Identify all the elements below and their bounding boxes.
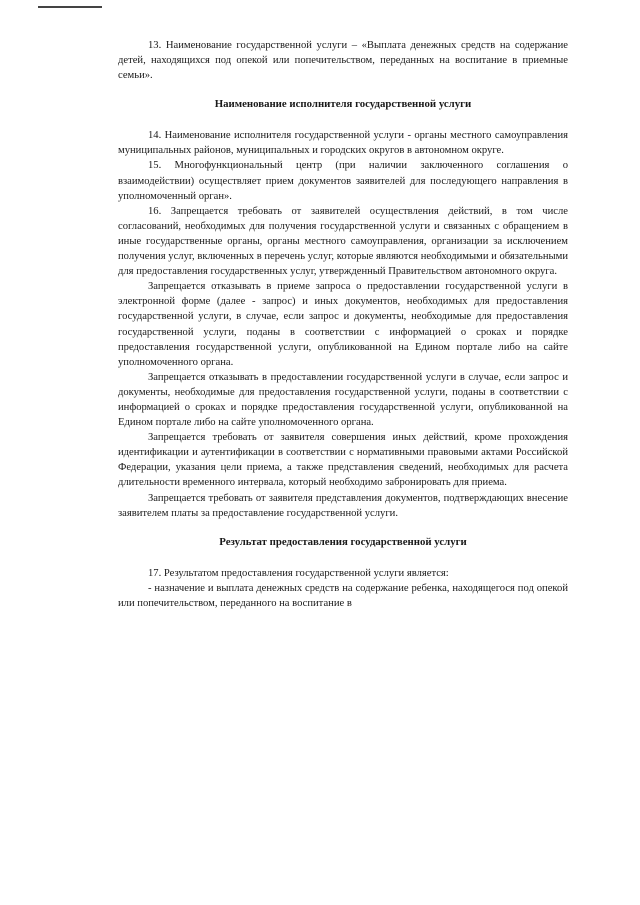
paragraph-16-d: Запрещается требовать от заявителя представления документов, подтверждающих внесение заявителем платы за предоставление государственной услуги. (118, 492, 568, 519)
heading-result: Результат предоставления государственной услуги (219, 535, 467, 548)
paragraph-17-a: - назначение и выплата денежных средств на содержание ребенка, находящегося под опекой или попечительством, переданного на воспитание в (118, 582, 568, 609)
heading-executor: Наименование исполнителя государственной услуги (214, 98, 472, 111)
paragraph-16-c: Запрещается требовать от заявителя совершения иных действий, кроме прохождения идентификации и аутентификации в соответствии с нормативными правовыми актами Российской Федерации, указания цели приема, а также представления сведений, необходимых для расчета длительности временного интервала, который необходимо забронировать для приема. (118, 432, 568, 489)
paragraph-16-a: Запрещается отказывать в приеме запроса о предоставлении государственной услуги в электронной форме (далее - запрос) и иных документов, необходимых для предоставления государственной услуги, в случае, если запрос и документы, необходимые для предоставления государственной услуги, поданы в соответствии с информацией о сроках и порядке предоставления государственной услуги, опубликованной на Едином портале либо на сайте уполномоченного органа. (118, 281, 568, 368)
paragraph-16: 16. Запрещается требовать от заявителей осуществления действий, в том числе согласований, необходимых для получения государственной услуги и связанных с обращением в иные государственные органы, органы местного самоуправления, организации за исключением получения услуг, включенных в перечень услуг, которые являются необходимыми и обязательными для предоставления государственных услуг, утвержденный Правительством автономного округа. (118, 205, 568, 278)
paragraph-14: 14. Наименование исполнителя государственной услуги - органы местного самоуправления муниципальных районов, муниципальных и городских округов в автономном округе. (118, 130, 568, 157)
paragraph-16-b: Запрещается отказывать в предоставлении государственной услуги в случае, если запрос и документы, необходимые для предоставления государственной услуги, поданы в соответствии с информацией о сроках и порядке предоставления государственной услуги, опубликованной на Едином портале либо на сайте уполномоченного органа. (118, 371, 568, 429)
paragraph-15: 15. Многофункциональный центр (при наличии заключенного соглашения о взаимодействии) осуществляет прием документов заявителей для последующего направления в уполномоченный орган». (118, 160, 568, 202)
paragraph-17: 17. Результатом предоставления государственной услуги является: (148, 567, 449, 579)
scan-edge-mark (38, 6, 102, 8)
paragraph-13: 13. Наименование государственной услуги – «Выплата денежных средств на содержание детей, находящихся под опекой или попечительством, переданных на воспитание в приемные семьи». (118, 40, 568, 82)
